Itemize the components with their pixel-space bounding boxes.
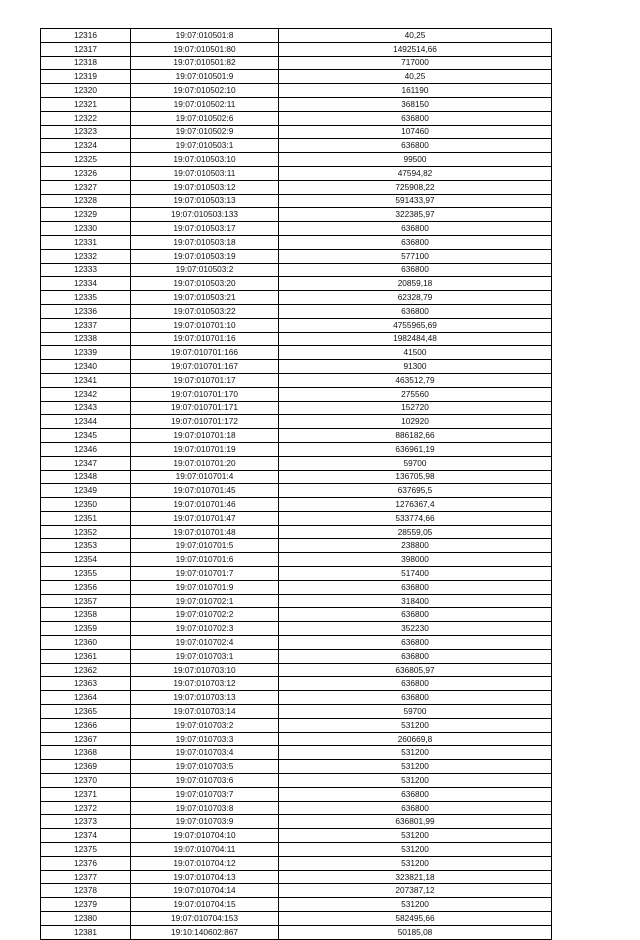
value-cell: 531200 — [279, 746, 552, 760]
table-row — [41, 415, 552, 429]
value-cell: 1276367,4 — [279, 498, 552, 512]
table-row — [41, 291, 552, 305]
row-number-cell: 12345 — [41, 429, 131, 443]
row-number-cell: 12358 — [41, 608, 131, 622]
value-cell: 533774,66 — [279, 511, 552, 525]
cadastral-number-cell: 19:07:010701:170 — [131, 387, 279, 401]
cadastral-number-cell: 19:07:010702:1 — [131, 594, 279, 608]
table-row — [41, 194, 552, 208]
row-number-cell: 12319 — [41, 70, 131, 84]
value-cell: 318400 — [279, 594, 552, 608]
table-row — [41, 387, 552, 401]
cadastral-number-cell: 19:07:010501:8 — [131, 29, 279, 43]
cadastral-number-cell: 19:07:010502:10 — [131, 84, 279, 98]
table-row — [41, 332, 552, 346]
row-number-cell: 12326 — [41, 166, 131, 180]
table-row — [41, 884, 552, 898]
cadastral-number-cell: 19:07:010704:11 — [131, 843, 279, 857]
table-row — [41, 691, 552, 705]
value-cell: 591433,97 — [279, 194, 552, 208]
value-cell: 40,25 — [279, 70, 552, 84]
table-row — [41, 442, 552, 456]
value-cell: 531200 — [279, 774, 552, 788]
row-number-cell: 12328 — [41, 194, 131, 208]
row-number-cell: 12318 — [41, 56, 131, 70]
value-cell: 517400 — [279, 567, 552, 581]
row-number-cell: 12350 — [41, 498, 131, 512]
cadastral-number-cell: 19:07:010503:133 — [131, 208, 279, 222]
cadastral-number-cell: 19:07:010701:16 — [131, 332, 279, 346]
table-row — [41, 180, 552, 194]
row-number-cell: 12346 — [41, 442, 131, 456]
cadastral-number-cell: 19:07:010701:47 — [131, 511, 279, 525]
row-number-cell: 12317 — [41, 42, 131, 56]
value-cell: 637695,5 — [279, 484, 552, 498]
value-cell: 636800 — [279, 787, 552, 801]
cadastral-number-cell: 19:07:010701:4 — [131, 470, 279, 484]
value-cell: 531200 — [279, 760, 552, 774]
table-row — [41, 580, 552, 594]
cadastral-number-cell: 19:07:010704:14 — [131, 884, 279, 898]
row-number-cell: 12355 — [41, 567, 131, 581]
value-cell: 40,25 — [279, 29, 552, 43]
table-row — [41, 608, 552, 622]
row-number-cell: 12376 — [41, 856, 131, 870]
row-number-cell: 12363 — [41, 677, 131, 691]
table-row — [41, 456, 552, 470]
table-row — [41, 373, 552, 387]
value-cell: 636800 — [279, 263, 552, 277]
value-cell: 398000 — [279, 553, 552, 567]
table-row — [41, 553, 552, 567]
table-row — [41, 346, 552, 360]
table-row — [41, 401, 552, 415]
row-number-cell: 12324 — [41, 139, 131, 153]
table-row — [41, 912, 552, 926]
value-cell: 50185,08 — [279, 925, 552, 939]
value-cell: 207387,12 — [279, 884, 552, 898]
table-row — [41, 208, 552, 222]
row-number-cell: 12364 — [41, 691, 131, 705]
table-row — [41, 498, 552, 512]
value-cell: 636800 — [279, 222, 552, 236]
cadastral-number-cell: 19:07:010502:11 — [131, 97, 279, 111]
row-number-cell: 12329 — [41, 208, 131, 222]
value-cell: 636805,97 — [279, 663, 552, 677]
table-row — [41, 677, 552, 691]
row-number-cell: 12334 — [41, 277, 131, 291]
table-row — [41, 235, 552, 249]
table-row — [41, 636, 552, 650]
cadastral-number-cell: 19:07:010701:171 — [131, 401, 279, 415]
value-cell: 1982484,48 — [279, 332, 552, 346]
cadastral-number-cell: 19:07:010703:12 — [131, 677, 279, 691]
table-row — [41, 42, 552, 56]
cadastral-number-cell: 19:07:010503:17 — [131, 222, 279, 236]
cadastral-number-cell: 19:07:010703:1 — [131, 649, 279, 663]
cadastral-number-cell: 19:07:010703:5 — [131, 760, 279, 774]
row-number-cell: 12320 — [41, 84, 131, 98]
cadastral-number-cell: 19:07:010701:17 — [131, 373, 279, 387]
row-number-cell: 12365 — [41, 705, 131, 719]
row-number-cell: 12339 — [41, 346, 131, 360]
value-cell: 577100 — [279, 249, 552, 263]
table-row — [41, 360, 552, 374]
value-cell: 20859,18 — [279, 277, 552, 291]
table-row — [41, 511, 552, 525]
cadastral-number-cell: 19:07:010704:153 — [131, 912, 279, 926]
row-number-cell: 12380 — [41, 912, 131, 926]
row-number-cell: 12338 — [41, 332, 131, 346]
cadastral-number-cell: 19:07:010503:12 — [131, 180, 279, 194]
cadastral-number-cell: 19:07:010701:46 — [131, 498, 279, 512]
cadastral-number-cell: 19:07:010501:9 — [131, 70, 279, 84]
row-number-cell: 12321 — [41, 97, 131, 111]
cadastral-number-cell: 19:07:010701:45 — [131, 484, 279, 498]
value-cell: 136705,98 — [279, 470, 552, 484]
cadastral-number-cell: 19:07:010503:1 — [131, 139, 279, 153]
value-cell: 41500 — [279, 346, 552, 360]
cadastral-number-cell: 19:07:010701:5 — [131, 539, 279, 553]
cadastral-number-cell: 19:07:010701:48 — [131, 525, 279, 539]
cadastral-number-cell: 19:07:010703:7 — [131, 787, 279, 801]
cadastral-number-cell: 19:07:010701:9 — [131, 580, 279, 594]
table-row — [41, 318, 552, 332]
row-number-cell: 12356 — [41, 580, 131, 594]
row-number-cell: 12331 — [41, 235, 131, 249]
table-row — [41, 29, 552, 43]
cadastral-number-cell: 19:07:010703:2 — [131, 718, 279, 732]
value-cell: 636961,19 — [279, 442, 552, 456]
row-number-cell: 12362 — [41, 663, 131, 677]
cadastral-number-cell: 19:07:010703:9 — [131, 815, 279, 829]
value-cell: 463512,79 — [279, 373, 552, 387]
cadastral-number-cell: 19:07:010502:9 — [131, 125, 279, 139]
cadastral-number-cell: 19:07:010702:4 — [131, 636, 279, 650]
row-number-cell: 12332 — [41, 249, 131, 263]
value-cell: 636800 — [279, 677, 552, 691]
value-cell: 636801,99 — [279, 815, 552, 829]
table-row — [41, 153, 552, 167]
table-row — [41, 622, 552, 636]
value-cell: 62328,79 — [279, 291, 552, 305]
value-cell: 886182,66 — [279, 429, 552, 443]
table-row — [41, 470, 552, 484]
table-row — [41, 732, 552, 746]
cadastral-number-cell: 19:07:010701:20 — [131, 456, 279, 470]
table-row — [41, 594, 552, 608]
value-cell: 636800 — [279, 608, 552, 622]
row-number-cell: 12354 — [41, 553, 131, 567]
cadastral-number-cell: 19:07:010701:10 — [131, 318, 279, 332]
cadastral-number-cell: 19:07:010503:11 — [131, 166, 279, 180]
cadastral-number-cell: 19:07:010701:172 — [131, 415, 279, 429]
cadastral-number-cell: 19:07:010704:13 — [131, 870, 279, 884]
table-row — [41, 787, 552, 801]
table-row — [41, 718, 552, 732]
row-number-cell: 12361 — [41, 649, 131, 663]
cadastral-number-cell: 19:07:010503:19 — [131, 249, 279, 263]
table-row — [41, 139, 552, 153]
table-row — [41, 539, 552, 553]
table-row — [41, 760, 552, 774]
row-number-cell: 12316 — [41, 29, 131, 43]
value-cell: 531200 — [279, 829, 552, 843]
cadastral-number-cell: 19:07:010703:13 — [131, 691, 279, 705]
row-number-cell: 12335 — [41, 291, 131, 305]
table-row — [41, 222, 552, 236]
table-row — [41, 125, 552, 139]
table-row — [41, 925, 552, 939]
cadastral-number-cell: 19:07:010503:22 — [131, 304, 279, 318]
cadastral-number-cell: 19:07:010701:19 — [131, 442, 279, 456]
row-number-cell: 12348 — [41, 470, 131, 484]
table-row — [41, 249, 552, 263]
table-row — [41, 166, 552, 180]
row-number-cell: 12343 — [41, 401, 131, 415]
table-row — [41, 97, 552, 111]
table-row — [41, 84, 552, 98]
table-row — [41, 649, 552, 663]
value-cell: 107460 — [279, 125, 552, 139]
row-number-cell: 12367 — [41, 732, 131, 746]
value-cell: 531200 — [279, 898, 552, 912]
value-cell: 323821,18 — [279, 870, 552, 884]
row-number-cell: 12373 — [41, 815, 131, 829]
cadastral-number-cell: 19:07:010701:18 — [131, 429, 279, 443]
cadastral-number-cell: 19:07:010703:8 — [131, 801, 279, 815]
value-cell: 161190 — [279, 84, 552, 98]
value-cell: 28559,05 — [279, 525, 552, 539]
table-row — [41, 829, 552, 843]
table-row — [41, 705, 552, 719]
value-cell: 531200 — [279, 718, 552, 732]
value-cell: 636800 — [279, 636, 552, 650]
value-cell: 725908,22 — [279, 180, 552, 194]
value-cell: 260669,8 — [279, 732, 552, 746]
table-row — [41, 870, 552, 884]
cadastral-number-cell: 19:07:010503:13 — [131, 194, 279, 208]
value-cell: 636800 — [279, 801, 552, 815]
row-number-cell: 12377 — [41, 870, 131, 884]
value-cell: 636800 — [279, 649, 552, 663]
row-number-cell: 12330 — [41, 222, 131, 236]
table-row — [41, 304, 552, 318]
cadastral-number-cell: 19:07:010703:4 — [131, 746, 279, 760]
row-number-cell: 12366 — [41, 718, 131, 732]
row-number-cell: 12344 — [41, 415, 131, 429]
cadastral-number-cell: 19:07:010702:3 — [131, 622, 279, 636]
table-row — [41, 56, 552, 70]
value-cell: 531200 — [279, 843, 552, 857]
row-number-cell: 12375 — [41, 843, 131, 857]
table-row — [41, 70, 552, 84]
value-cell: 238800 — [279, 539, 552, 553]
cadastral-number-cell: 19:07:010703:10 — [131, 663, 279, 677]
table-row — [41, 484, 552, 498]
row-number-cell: 12369 — [41, 760, 131, 774]
cadastral-number-cell: 19:07:010503:18 — [131, 235, 279, 249]
row-number-cell: 12349 — [41, 484, 131, 498]
value-cell: 275560 — [279, 387, 552, 401]
value-cell: 59700 — [279, 705, 552, 719]
value-cell: 636800 — [279, 139, 552, 153]
row-number-cell: 12341 — [41, 373, 131, 387]
cadastral-number-cell: 19:07:010503:21 — [131, 291, 279, 305]
cadastral-value-table — [40, 28, 552, 940]
row-number-cell: 12333 — [41, 263, 131, 277]
row-number-cell: 12379 — [41, 898, 131, 912]
cadastral-number-cell: 19:10:140602:867 — [131, 925, 279, 939]
value-cell: 636800 — [279, 111, 552, 125]
cadastral-number-cell: 19:07:010703:3 — [131, 732, 279, 746]
row-number-cell: 12323 — [41, 125, 131, 139]
row-number-cell: 12327 — [41, 180, 131, 194]
value-cell: 91300 — [279, 360, 552, 374]
row-number-cell: 12322 — [41, 111, 131, 125]
row-number-cell: 12353 — [41, 539, 131, 553]
value-cell: 4755965,69 — [279, 318, 552, 332]
row-number-cell: 12336 — [41, 304, 131, 318]
cadastral-number-cell: 19:07:010703:14 — [131, 705, 279, 719]
value-cell: 47594,82 — [279, 166, 552, 180]
row-number-cell: 12381 — [41, 925, 131, 939]
table-row — [41, 429, 552, 443]
row-number-cell: 12351 — [41, 511, 131, 525]
table-row — [41, 774, 552, 788]
row-number-cell: 12340 — [41, 360, 131, 374]
cadastral-number-cell: 19:07:010704:10 — [131, 829, 279, 843]
row-number-cell: 12374 — [41, 829, 131, 843]
row-number-cell: 12371 — [41, 787, 131, 801]
cadastral-number-cell: 19:07:010703:6 — [131, 774, 279, 788]
cadastral-number-cell: 19:07:010704:15 — [131, 898, 279, 912]
cadastral-number-cell: 19:07:010501:80 — [131, 42, 279, 56]
table-body — [41, 29, 552, 940]
row-number-cell: 12359 — [41, 622, 131, 636]
row-number-cell: 12342 — [41, 387, 131, 401]
table-row — [41, 263, 552, 277]
cadastral-number-cell: 19:07:010701:167 — [131, 360, 279, 374]
row-number-cell: 12368 — [41, 746, 131, 760]
value-cell: 531200 — [279, 856, 552, 870]
row-number-cell: 12360 — [41, 636, 131, 650]
row-number-cell: 12372 — [41, 801, 131, 815]
row-number-cell: 12325 — [41, 153, 131, 167]
table-row — [41, 815, 552, 829]
row-number-cell: 12337 — [41, 318, 131, 332]
row-number-cell: 12357 — [41, 594, 131, 608]
cadastral-number-cell: 19:07:010503:2 — [131, 263, 279, 277]
value-cell: 102920 — [279, 415, 552, 429]
value-cell: 1492514,66 — [279, 42, 552, 56]
table-row — [41, 856, 552, 870]
value-cell: 636800 — [279, 235, 552, 249]
table-row — [41, 277, 552, 291]
value-cell: 636800 — [279, 304, 552, 318]
table-row — [41, 567, 552, 581]
value-cell: 717000 — [279, 56, 552, 70]
cadastral-number-cell: 19:07:010701:7 — [131, 567, 279, 581]
table-row — [41, 843, 552, 857]
table-row — [41, 663, 552, 677]
cadastral-number-cell: 19:07:010501:82 — [131, 56, 279, 70]
row-number-cell: 12347 — [41, 456, 131, 470]
value-cell: 322385,97 — [279, 208, 552, 222]
row-number-cell: 12352 — [41, 525, 131, 539]
table-row — [41, 801, 552, 815]
row-number-cell: 12370 — [41, 774, 131, 788]
row-number-cell: 12378 — [41, 884, 131, 898]
value-cell: 636800 — [279, 691, 552, 705]
value-cell: 582495,66 — [279, 912, 552, 926]
value-cell: 99500 — [279, 153, 552, 167]
table-row — [41, 525, 552, 539]
value-cell: 368150 — [279, 97, 552, 111]
value-cell: 152720 — [279, 401, 552, 415]
cadastral-number-cell: 19:07:010502:6 — [131, 111, 279, 125]
value-cell: 636800 — [279, 580, 552, 594]
table-row — [41, 746, 552, 760]
table-row — [41, 111, 552, 125]
value-cell: 59700 — [279, 456, 552, 470]
cadastral-number-cell: 19:07:010702:2 — [131, 608, 279, 622]
cadastral-number-cell: 19:07:010704:12 — [131, 856, 279, 870]
value-cell: 352230 — [279, 622, 552, 636]
cadastral-number-cell: 19:07:010503:20 — [131, 277, 279, 291]
cadastral-number-cell: 19:07:010503:10 — [131, 153, 279, 167]
cadastral-number-cell: 19:07:010701:6 — [131, 553, 279, 567]
cadastral-number-cell: 19:07:010701:166 — [131, 346, 279, 360]
